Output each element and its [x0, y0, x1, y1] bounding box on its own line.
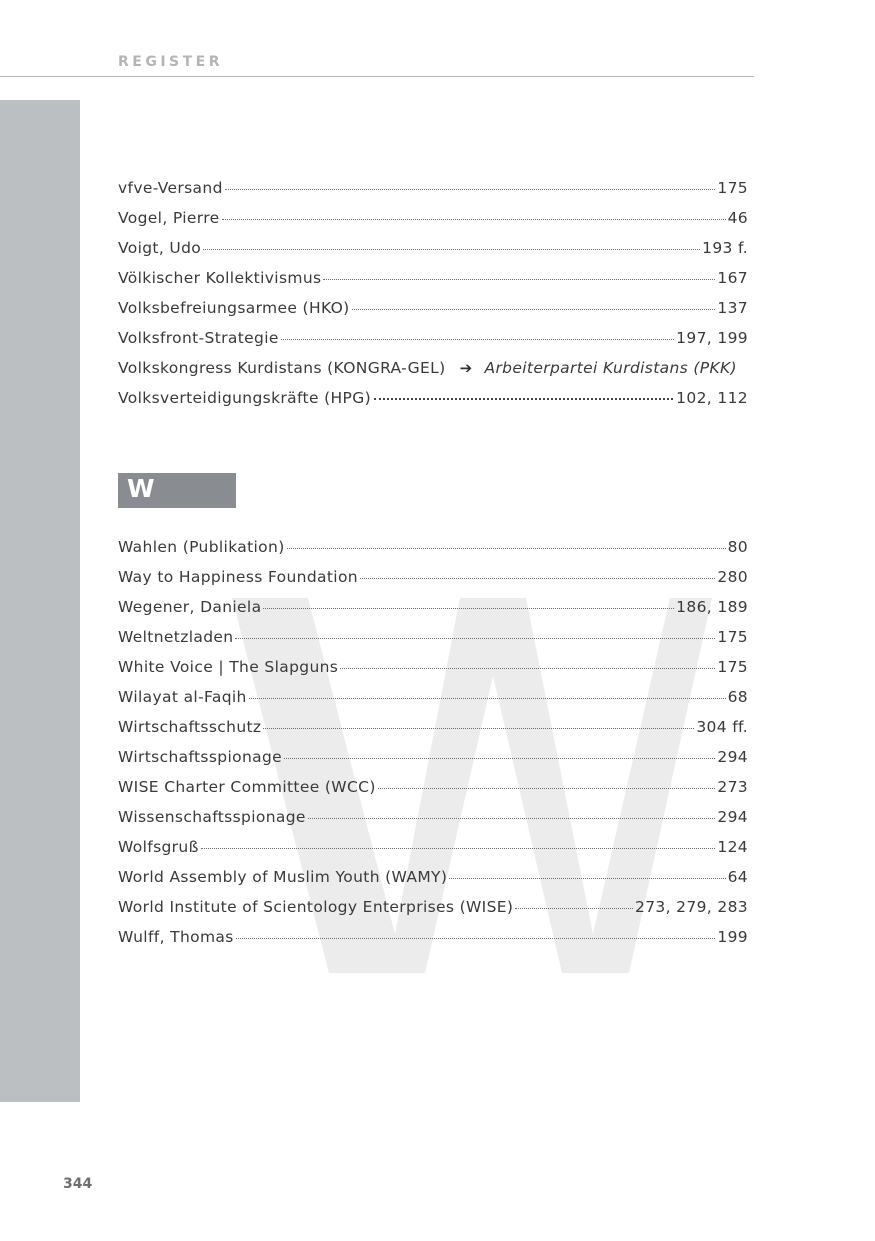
entry-term: Wolfsgruß	[118, 838, 199, 856]
index-entry	[118, 359, 748, 389]
entry-pages: 175	[717, 658, 748, 676]
index-list-v	[118, 179, 748, 419]
entry-term: Volksbefreiungsarmee (HKO)	[118, 299, 350, 317]
entry-pages: 186, 189	[676, 598, 748, 616]
entry-term: Wahlen (Publikation)	[118, 538, 285, 556]
entry-pages: 280	[717, 568, 748, 586]
see-reference: Arbeiterpartei Kurdistans (PKK)	[484, 359, 737, 377]
entry-pages: 197, 199	[676, 329, 748, 347]
entry-term: Volksverteidigungskräfte (HPG)	[118, 389, 371, 407]
dot-leader	[225, 189, 716, 190]
dot-leader	[203, 249, 700, 250]
entry-term: Volkskongress Kurdistans (KONGRA-GEL)	[118, 359, 446, 377]
entry-term: WISE Charter Committee (WCC)	[118, 778, 376, 796]
running-head: REGISTER	[118, 54, 224, 70]
dot-leader	[352, 309, 716, 310]
entry-term: Weltnetzladen	[118, 628, 234, 646]
index-entry	[118, 239, 748, 269]
entry-pages: 294	[717, 748, 748, 766]
index-entry	[118, 269, 748, 299]
dot-leader	[287, 548, 726, 549]
entry-pages: 102, 112	[676, 389, 748, 407]
index-entry	[118, 538, 748, 568]
index-entry	[118, 928, 748, 958]
index-entry	[118, 329, 748, 359]
dot-leader	[263, 728, 694, 729]
index-entry	[118, 389, 748, 419]
entry-pages: 175	[717, 628, 748, 646]
index-entry	[118, 299, 748, 329]
entry-pages: 175	[717, 179, 748, 197]
index-entry	[118, 568, 748, 598]
entry-pages: 273, 279, 283	[634, 898, 748, 916]
side-bar	[0, 100, 80, 1102]
entry-pages: 137	[717, 299, 748, 317]
entry-pages: 68	[727, 688, 748, 706]
entry-pages: 80	[727, 538, 748, 556]
header-rule	[0, 76, 754, 77]
index-entry	[118, 778, 748, 808]
index-entry	[118, 179, 748, 209]
dot-leader	[281, 339, 674, 340]
dot-leader	[360, 578, 715, 579]
dot-leader	[249, 698, 726, 699]
entry-pages: 304 ff.	[696, 718, 748, 736]
entry-term: World Assembly of Muslim Youth (WAMY)	[118, 868, 448, 886]
index-entry	[118, 688, 748, 718]
index-entry	[118, 748, 748, 778]
entry-pages: 46	[727, 209, 748, 227]
index-entry	[118, 598, 748, 628]
dot-leader	[263, 608, 674, 609]
entry-term: Wirtschaftsspionage	[118, 748, 283, 766]
entry-term: Vogel, Pierre	[118, 209, 220, 227]
section-heading-w	[118, 473, 236, 508]
index-entry	[118, 868, 748, 898]
entry-term: Wulff, Thomas	[118, 928, 234, 946]
entry-pages: 167	[717, 269, 748, 287]
dot-leader	[340, 668, 715, 669]
dot-leader	[323, 279, 715, 280]
dot-leader	[222, 219, 726, 220]
entry-term: Wilayat al-Faqih	[118, 688, 247, 706]
dot-leader	[449, 878, 725, 879]
entry-pages: 273	[717, 778, 748, 796]
entry-term: Wissenschaftsspionage	[118, 808, 306, 826]
dot-leader	[515, 908, 633, 909]
dot-leader	[374, 398, 673, 400]
index-entry	[118, 898, 748, 928]
entry-pages: 294	[717, 808, 748, 826]
entry-term: Way to Happiness Foundation	[118, 568, 358, 586]
entry-term: Voigt, Udo	[118, 239, 202, 257]
index-entry	[118, 658, 748, 688]
page-number: 344	[63, 1176, 93, 1192]
dot-leader	[235, 638, 715, 639]
entry-term: World Institute of Scientology Enterprises (WISE)	[118, 898, 514, 916]
entry-term: Wegener, Daniela	[118, 598, 262, 616]
entry-pages: 124	[717, 838, 748, 856]
index-entry	[118, 808, 748, 838]
index-entry	[118, 718, 748, 748]
entry-term: vfve-Versand	[118, 179, 223, 197]
entry-term: White Voice | The Slapguns	[118, 658, 339, 676]
dot-leader	[308, 818, 716, 819]
dot-leader	[284, 758, 715, 759]
dot-leader	[378, 788, 716, 789]
index-list-w	[118, 538, 748, 958]
index-entry	[118, 838, 748, 868]
index-entry	[118, 209, 748, 239]
entry-pages: 64	[727, 868, 748, 886]
section-letter: W	[127, 474, 155, 503]
dot-leader	[236, 938, 716, 939]
entry-pages: 193 f.	[702, 239, 748, 257]
entry-term: Volksfront-Strategie	[118, 329, 279, 347]
entry-term: Völkischer Kollektivismus	[118, 269, 322, 287]
dot-leader	[201, 848, 716, 849]
index-entry	[118, 628, 748, 658]
entry-term: Wirtschaftsschutz	[118, 718, 262, 736]
see-arrow-icon: ➔	[459, 359, 473, 377]
entry-pages: 199	[717, 928, 748, 946]
